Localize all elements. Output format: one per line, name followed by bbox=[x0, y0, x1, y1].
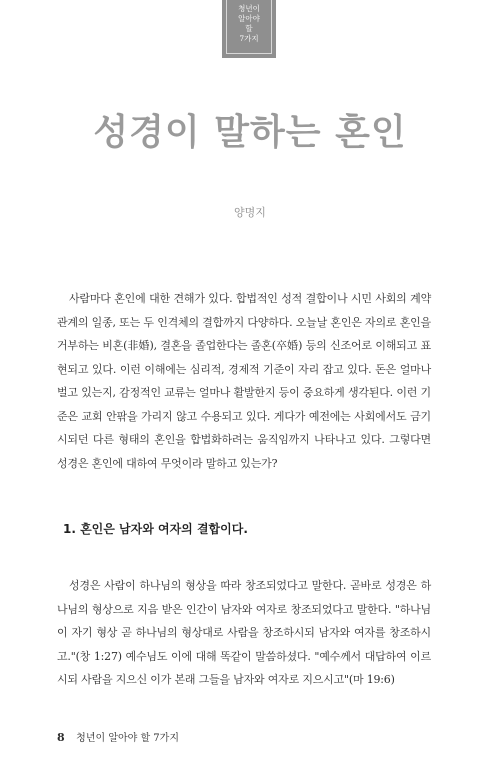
series-badge-line: 7가지 bbox=[239, 34, 259, 43]
author-name: 양명지 bbox=[234, 206, 266, 219]
page-footer bbox=[57, 729, 179, 744]
chapter-title: 성경이 말하는 혼인 bbox=[93, 112, 407, 153]
series-badge-line: 할 bbox=[245, 24, 253, 33]
series-badge-line: 알아야 bbox=[238, 14, 260, 23]
page-number: 8 bbox=[57, 731, 65, 744]
book-title: 청년이 알아야 할 7가지 bbox=[76, 733, 179, 744]
body-paragraph: 사람마다 혼인에 대한 견해가 있다. 합법적인 성적 결합이나 시민 사회의 계약 관계의 일종, 또는 두 인격체의 결합까지 다양하다. 오늘날 혼인은 자의로 혼인을 거부하는 비혼(非婚), 결혼을 졸업한다는 졸혼(卒婚) 등의 신조어로 이해되고 표현되고 있다. 이런 이해에는 심리적, 경제적 기준이 자리 잡고 있다. 돈은 얼마나 벌고 있는지, 감정적인 교류는 얼마나 활발한지 등이 중요하게 생각된다. 이런 기준은 교회 안팎을 가리지 않고 수용되고 있다. 게다가 예전에는 사회에서도 금기시되던 다른 형태의 혼인을 합법화하려는 움직임까지 나타나고 있다. 그렇다면 성경은 혼인에 대하여 무엇이라 말하고 있는가? bbox=[57, 292, 431, 470]
body-paragraph: 성경은 사람이 하나님의 형상을 따라 창조되었다고 말한다. 곧바로 성경은 하나님의 형상으로 지음 받은 인간이 남자와 여자로 창조되었다고 말한다. "하나님이 자기 형상 곧 하나님의 형상대로 사람을 창조하시되 남자와 여자를 창조하시고."(창 1:27) 예수님도 이에 대해 똑같이 말씀하셨다. "예수께서 대답하여 이르시되 사람을 지으신 이가 본래 그들을 남자와 여자로 지으시고"(마 19:6) bbox=[57, 579, 431, 686]
series-badge-line: 청년이 bbox=[238, 4, 260, 13]
section-heading: 1. 혼인은 남자와 여자의 결합이다. bbox=[63, 522, 248, 536]
series-badge bbox=[222, 0, 276, 58]
